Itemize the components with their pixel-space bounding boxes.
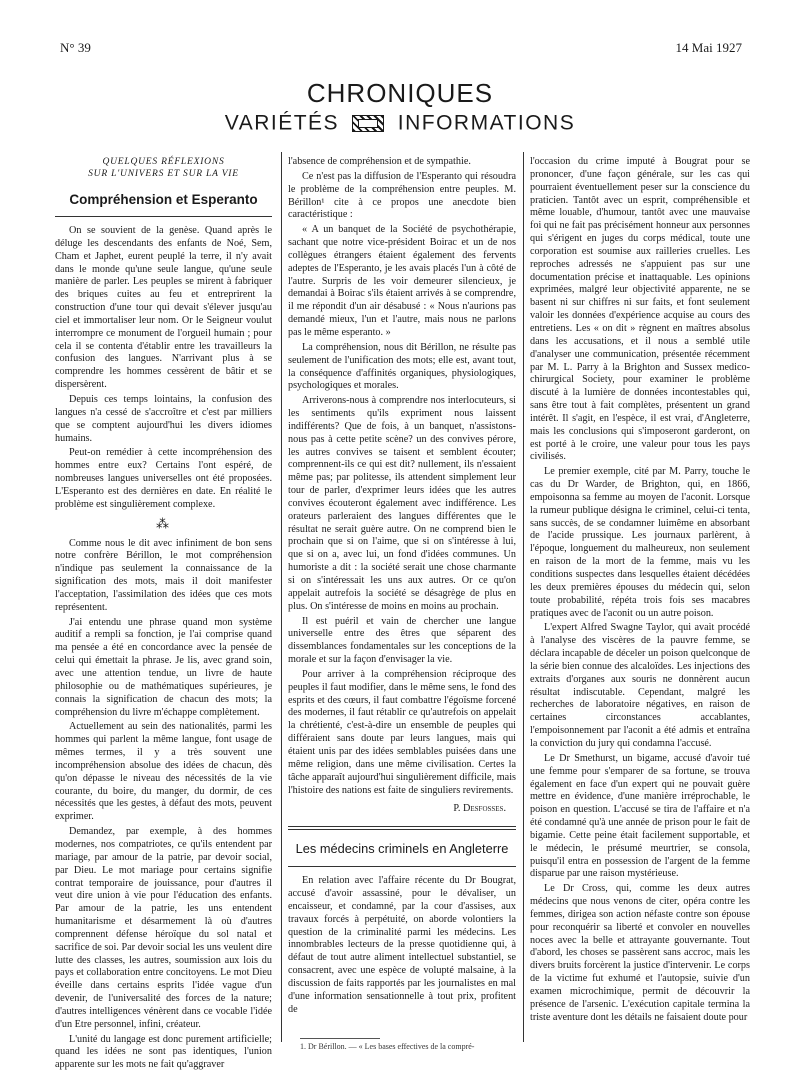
paragraph: Demandez, par exemple, à des hommes modernes, nos compatriotes, ce qu'ils entendent par mariage, par amour de la patrie, par devoir social, par Dieu. Le mot mariage pour certains signifie contrat temporaire de jouissance, pour d'autres il veut dire union à vie pour l'éducation des enfants. Par amour de la patrie, les uns entendent humanitarisme et désarmement là où d'autres comprennent défense héroïque du sol natal et sacrifice de soi. Par devoir social les uns veulent dire lutte des classes, les autres, soumission aux lois du pays et collaboration entre concitoyens. Le mot Dieu éveille dans certains esprits l'idée vague d'un devenir, de l'universalité des forces de la nature; d'autres intelligences vénèrent dans ce vocable l'idée d'un Etre personnel, infini, créateur.: [55, 826, 272, 1030]
article-title: Compréhension et Esperanto: [69, 192, 258, 207]
paragraph: l'absence de compréhension et de sympathie.: [288, 156, 471, 167]
column-3: [530, 156, 750, 1027]
paragraph: Comme nous le dit avec infiniment de bon sens notre confrère Bérillon, le mot compréhension n'indique pas seulement la connaissance de la signification des mots, mais il doit manifester l'acceptation, l'assimilation des idées que ces mots représentent.: [55, 537, 272, 613]
section-rule: [288, 829, 516, 830]
paragraph: En relation avec l'affaire récente du Dr Bougrat, accusé d'avoir assassiné, pour le dévaliser, un encaisseur, et condamné, par la cour d'assises, aux travaux forcés à perpétuité, on aborde volontiers la question de la criminalité parmi les médecins. Les innombrables lecteurs de la presse quotidienne qui, à défaut de tout autre aliment intellectuel substantiel, se consacrent, avec une espèce de volupté malsaine, à la discussion de faits rapportés par les journalistes en mal d'une information sensationnelle à tout prix, profitent de: [288, 875, 516, 1015]
column-divider: [281, 152, 282, 1042]
title-rule: [55, 216, 272, 217]
paragraph: « A un banquet de la Société de psychothérapie, sachant que notre vice-président Boirac et un de nos collègues étrangers étaient également des fervents adeptes de l'Esperanto, je les avais placés l'un à côté de l'autre. Surpris de les voir demeurer silencieux, je demandai à Boirac s'ils étaient arrivés à se comprendre, il me répondit d'un air désabusé : « Nous n'aurions pas demandé mieux, l'un et l'autre, mais nous ne parlons pas le même esperanto. »: [288, 224, 516, 338]
masthead-title: CHRONIQUES: [306, 78, 494, 108]
paragraph: Pour arriver à la compréhension réciproque des peuples il faut modifier, dans le même sens, le fond des esprits et des cœurs, il faut combattre l'égoïsme forcené des modernes, il faut rétablir ce qu'autrefois on appelait la chrétienté, c'est-à-dire un ensemble de peuples qui différaient sans doute par leurs langues, mais qui étaient unis par des idées semblables puisées dans une même religion, dans une même civilisation. Certes la tâche apparaît aujourd'hui singulièrement difficile, mais l'histoire des nations est faite de singuliers revirements.: [288, 668, 516, 796]
issue-number: N° 39: [60, 40, 91, 55]
issue-date: 14 Mai 1927: [675, 40, 742, 55]
section-rule: [288, 826, 516, 827]
paragraph: L'expert Alfred Swagne Taylor, qui avait procédé à l'analyse des viscères de la pauvre femme, se déclara incapable de déceler un poison quelconque de la série bien connue des alcaloïdes. Les injections des extraits d'organes aux souris ne donnèrent aucun résultat indiscutable. Cependant, malgré les recherches de laboratoire négatives, en raison de certaines circonstances accablantes, l'empoisonnement par l'aconit a été admis et entraîna la conviction du jury qui condamna l'accusé.: [530, 622, 750, 749]
masthead-left-word: VARIÉTÉS: [224, 111, 340, 135]
paragraph: Le Dr Cross, qui, comme les deux autres médecins que nous venons de citer, opéra contre les femmes, dirigea son action néfaste contre son épouse pour reconquérir sa liberté et convoler en nouvelles noces avec la belle et attrayante gouvernante. Tout d'abord, les choses se passèrent sans accroc, mais les divers bruits forcèrent la justice d'intervenir. Le corps de la victime fut exhumé et l'autopsie, suivie d'un examen microchimique, permit de découvrir la présence de l'arsenic. L'exécution capitale termina la triste aventure dont les détails ne faisaient doute pour: [530, 883, 750, 1023]
article-title: Les médecins criminels en Angleterre: [295, 841, 509, 857]
masthead: [0, 78, 800, 136]
paragraph: l'occasion du crime imputé à Bougrat pour se prononcer, d'une façon générale, sur les cas qui pourraient éventuellement peser sur la conscience du praticien. Tantôt avec un esprit, compréhensible et même louable, d'humour, tantôt avec une mauvaise foi qui ne fait pas précisément honneur aux personnes qui s'érigent en juges du corps médical, toute une corporation est soumise aux railleries cruelles. Les reproches adressés ne s'appuient pas sur une documentation précise et inattaquable. Les opinions exprimées, malgré leur objectivité apparente, ne se basent ni sur chiffres ni sur faits, et font seulement valoir les données d'expérience acquise au cours des entretiens. Les « on dit » règnent en maîtres absolus dans les accusations, et il nous a semblé utile d'analyser une communication, présentée récemment par M. L. Parry à la Brighton and Sussex medico-chirurgical Society, pour examiner le problème discuté à la lumière de données incontestables qui, sans être tout à fait complètes, présentent un grand intérêt. Il s'agit, en l'espèce, il est vrai, d'Angleterre, mais les conclusions qui s'imposeront garderont, on est porté à le croire, une valeur pour tous les pays civilisés.: [530, 156, 750, 463]
page-header: [60, 40, 742, 60]
article-kicker: QUELQUES RÉFLEXIONS SUR L'UNIVERS ET SUR LA VIE: [88, 157, 239, 179]
masthead-emblem-icon: [352, 115, 384, 132]
article-signature: P. Desfosses.: [453, 803, 506, 815]
paragraph: J'ai entendu une phrase quand mon système auditif a rempli sa fonction, je l'ai comprise quand ma pensée a été en concordance avec la pensée de celui qui émettait la phrase. Je lis, avec grand soin, avec une attention tendue, un livre de haute philosophie ou de mathématiques supérieures, je connais la signification de chacun des mots; la compréhension du livre m'échappe complètement.: [55, 616, 272, 718]
column-2: [288, 156, 516, 1018]
masthead-right-word: INFORMATIONS: [397, 111, 576, 135]
section-stars: ⁂: [156, 515, 171, 531]
paragraph: On se souvient de la genèse. Quand après le déluge les descendants des enfants de Noé, Sem, Cham et Japhet, eurent peuplé la terre, il n'y avait dans le monde qu'une seule langue, qu'une seule manière de parler. Les peuples se mirent à fabriquer des briques cuites au feu et entreprirent la construction d'une tour qui devait s'élever jusqu'au ciel et immortaliser leur nom. Or le Seigneur voulut interrompre ce monument de l'orgueil humain ; pour cela il se contenta d'établir entre les travailleurs la confusion des langues. N'arrivant plus à se comprendre les hommes cessèrent de bâtir et se dispersèrent.: [55, 225, 272, 391]
column-1: [55, 156, 272, 1074]
paragraph: Actuellement au sein des nationalités, parmi les hommes qui parlent la même langue, font usage de mêmes termes, il y a très souvent une incompréhension absolue des idées de chacun, dès qu'on dépasse le niveau des nécessités de la vie courante, du boire, du manger, du dormir, de ces nécessités que les gestes, à défaut des mots, peuvent exprimer.: [55, 721, 272, 823]
section-rule: [288, 866, 516, 867]
paragraph: Le Dr Smethurst, un bigame, accusé d'avoir tué une femme pour s'emparer de sa fortune, se trouva également en face d'un expert qui ne pouvait guère mettre en évidence, d'une manière irréprochable, le poison en question. L'accusé se tira de l'affaire et n'a été condamné qu'à une année de prison pour le fait de bigamie. Cette peine était facilement supportable, et le médecin, le présumé meurtrier, se consola, puisqu'il entra en possession de l'argent de la femme disparue par une raison mystérieuse.: [530, 752, 750, 880]
paragraph: L'unité du langage est donc purement artificielle; quand les idées ne sont pas identiques, l'union apparente sur les mots ne fait qu'aggraver: [55, 1033, 272, 1071]
paragraph: Il est puéril et vain de chercher une langue universelle entre des êtres que séparent des dissemblances fondamentales sur les conceptions de la morale et sur la façon d'envisager la vie.: [288, 615, 516, 666]
paragraph: Depuis ces temps lointains, la confusion des langues n'a cessé de s'accroître et c'est par milliers que se comptent aujourd'hui les divers idiomes humains.: [55, 393, 272, 444]
footnote-rule: [300, 1038, 380, 1039]
paragraph: La compréhension, nous dit Bérillon, ne résulte pas seulement de l'unification des mots; elle est, avant tout, la conséquence d'affinités organiques, physiologiques, psychologiques et morales.: [288, 341, 516, 392]
paragraph: Arriverons-nous à comprendre nos interlocuteurs, si les sentiments qu'ils expriment nous laissent indifférents? Que de fois, à un banquet, n'assistons-nous pas à cette petite scène? un des convives pérore, les autres convives se taisent et semblent écouter; comprennent-ils ce qui est dit? nullement, ils n'essaient même pas; par politesse, ils attendent simplement leur tour de parler, d'exprimer leurs idées que les autres convives écouteront également avec indifférence. Les orateurs parleraient des langues différentes que le résultat ne serait guère autre. On ne comprend bien le prochain que si on l'aime, que si on s'intéresse à lui, que si on a, avec lui, un fond d'idées communes. Un humoriste a dit : la société serait une chose charmante si on s'intéressait les uns aux autres. Or ce qu'on appelait autrefois la société se désagrège de plus en plus. On s'intéresse de moins en moins au prochain.: [288, 395, 516, 612]
paragraph: Le premier exemple, cité par M. Parry, touche le cas du Dr Warder, de Brighton, qui, en 1866, empoisonna sa femme au moyen de l'aconit. Lorsque la rumeur publique désigna le criminel, celui-ci tenta, sans succès, de se condamner luimême en absorbant de l'acide prussique. Les journaux parlèrent, à l'époque, longuement du malheureux, non seulement en raison de la mort de la femme, mais vu les conditions suspectes dans lesquelles étaient décédées les deux premières épouses du médecin qui, selon toute probabilité, répéta trois fois ses macabres pratiques avec de l'aconit ou un autre poison.: [530, 466, 750, 619]
paragraph: Peut-on remédier à cette incompréhension des hommes entre eux? Certains l'ont espéré, de nombreuses langues universelles ont été proposées. L'Esperanto est des dernières en date. En réalité le problème est singulièrement complexe.: [55, 447, 272, 510]
footnote: 1. Dr Bérillon. — « Les bases effectives de la compré-: [300, 1042, 475, 1051]
masthead-subtitle: [0, 110, 800, 136]
paragraph: Ce n'est pas la diffusion de l'Esperanto qui résoudra le problème de la compréhension entre peuples. M. Bérillon¹ cite à ce propos une anecdote bien caractéristique :: [288, 170, 516, 221]
column-divider: [523, 152, 524, 1042]
